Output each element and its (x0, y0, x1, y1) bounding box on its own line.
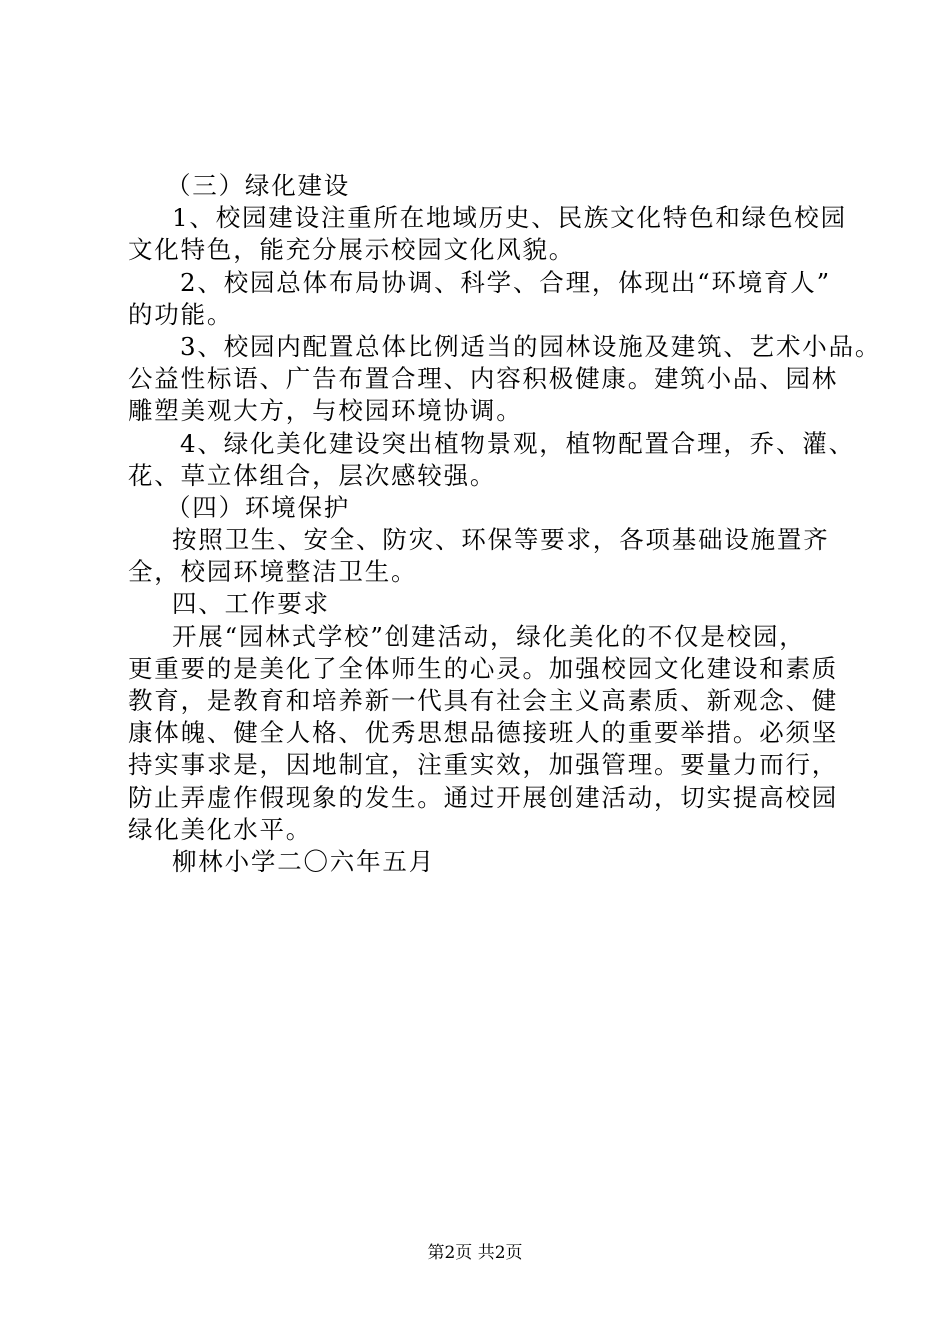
document-body (128, 170, 882, 878)
paragraph-line: 公益性标语、广告布置合理、内容积极健康。建筑小品、园林 (128, 364, 839, 394)
paragraph-line: 2、校园总体布局协调、科学、合理，体现出“环境育人” (180, 267, 831, 297)
paragraph-line: 防止弄虚作假现象的发生。通过开展创建活动，切实提高校园 (128, 782, 839, 812)
paragraph-line: 全，校园环境整洁卫生。 (128, 557, 418, 587)
paragraph-line: 文化特色，能充分展示校园文化风貌。 (128, 235, 576, 265)
paragraph-line: 持实事求是，因地制宜，注重实效，加强管理。要量力而行， (128, 750, 839, 780)
paragraph-line: 开展“园林式学校”创建活动，绿化美化的不仅是校园， (172, 621, 806, 651)
paragraph-line: 按照卫生、安全、防灾、环保等要求，各项基础设施置齐 (172, 525, 830, 555)
page-footer (0, 1242, 950, 1264)
paragraph-line: 花、草立体组合，层次感较强。 (128, 460, 497, 490)
paragraph-line: 的功能。 (128, 299, 234, 329)
page-number-indicator: 第2页 共2页 (427, 1243, 523, 1263)
paragraph-line: 绿化美化水平。 (128, 814, 313, 844)
paragraph-line: 4、绿化美化建设突出植物景观，植物配置合理，乔、灌、 (180, 428, 855, 458)
paragraph-line: 1、校园建设注重所在地域历史、民族文化特色和绿色校园 (172, 203, 847, 233)
paragraph-line: 3、校园内配置总体比例适当的园林设施及建筑、艺术小品。 (180, 331, 882, 361)
section-heading-greening: （三）绿化建设 (166, 171, 351, 200)
paragraph-line: 更重要的是美化了全体师生的心灵。加强校园文化建设和素质 (128, 653, 839, 683)
paragraph-line: 康体魄、健全人格、优秀思想品德接班人的重要举措。必须坚 (128, 718, 839, 748)
paragraph-line: 教育，是教育和培养新一代具有社会主义高素质、新观念、健 (128, 686, 839, 715)
signature-line: 柳林小学二〇六年五月 (172, 846, 435, 876)
section-heading-environment: （四）环境保护 (166, 492, 351, 522)
paragraph-line: 雕塑美观大方，与校园环境协调。 (128, 396, 523, 426)
section-heading-requirements: 四、工作要求 (172, 589, 330, 619)
